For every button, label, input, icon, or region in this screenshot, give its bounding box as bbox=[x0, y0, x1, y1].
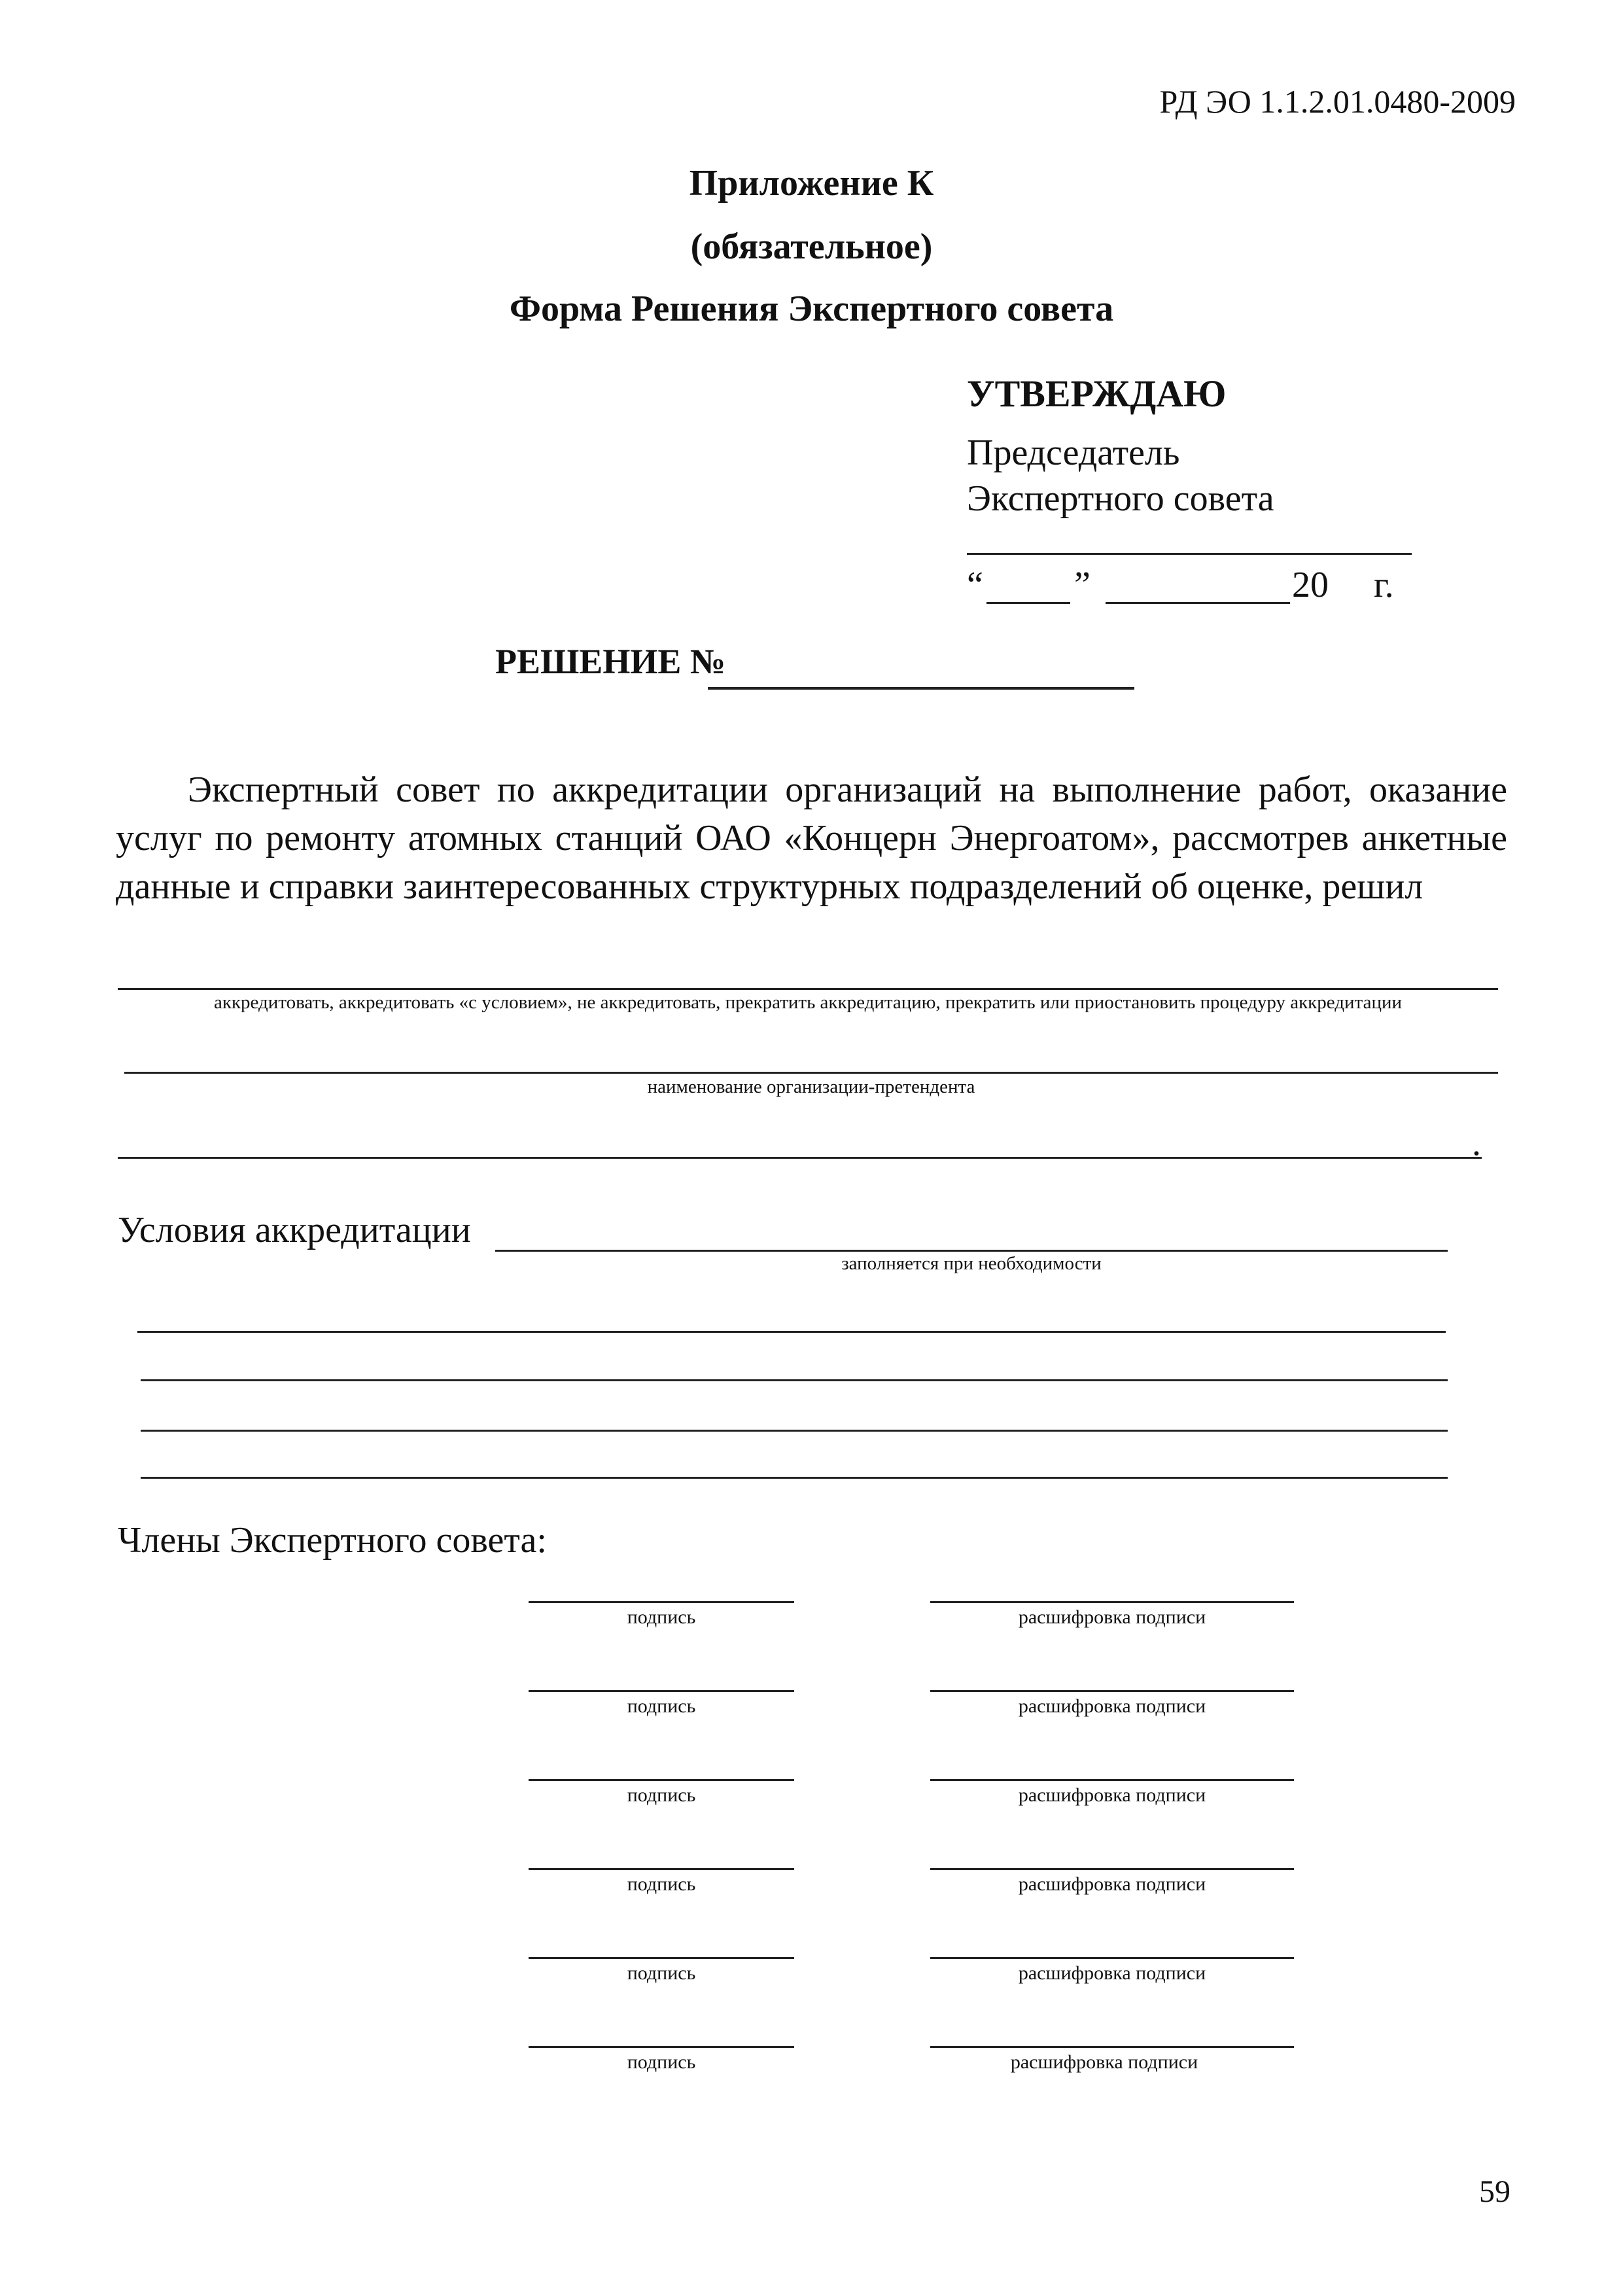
signature-line[interactable] bbox=[529, 1601, 794, 1603]
signature-caption: подпись bbox=[627, 1606, 696, 1628]
conditions-label: Условия аккредитации bbox=[118, 1210, 471, 1250]
body-paragraph: Экспертный совет по аккредитации организаций на выполнение работ, оказание услуг по ремонту атомных станций ОАО «Концерн Энергоатом», рассмотрев анкетные данные и справки заинтересованных структурных подразделений об оценке, решил bbox=[116, 769, 1507, 907]
signature-decode-caption: расшифровка подписи bbox=[1018, 1873, 1206, 1895]
conditions-line-1[interactable] bbox=[495, 1250, 1448, 1252]
signature-line[interactable] bbox=[529, 1779, 794, 1781]
signature-decode-line[interactable] bbox=[930, 1957, 1294, 1959]
signature-caption: подпись bbox=[627, 1784, 696, 1806]
line-end-period: . bbox=[1472, 1123, 1481, 1163]
decision-number-line[interactable] bbox=[708, 687, 1134, 690]
approval-heading: УТВЕРЖДАЮ bbox=[967, 372, 1227, 415]
date-quote-open: “ bbox=[967, 565, 983, 605]
page-number: 59 bbox=[1479, 2174, 1510, 2209]
org-name-line-1[interactable] bbox=[124, 1072, 1498, 1074]
decision-number-label: РЕШЕНИЕ № bbox=[495, 642, 726, 681]
signature-decode-line[interactable] bbox=[930, 2046, 1294, 2048]
date-month-line[interactable] bbox=[1106, 602, 1290, 604]
signature-caption: подпись bbox=[627, 1695, 696, 1717]
date-quote-close: ” bbox=[1074, 565, 1091, 605]
date-year-suffix: г. bbox=[1374, 565, 1394, 605]
signature-caption: подпись bbox=[627, 1873, 696, 1895]
signature-decode-caption: расшифровка подписи bbox=[1018, 1606, 1206, 1628]
signature-decode-caption: расшифровка подписи bbox=[1010, 2051, 1198, 2073]
signature-decode-line[interactable] bbox=[930, 1601, 1294, 1603]
date-year-prefix: 20 bbox=[1292, 565, 1329, 605]
approval-chairman-label: Председатель bbox=[967, 433, 1180, 473]
conditions-line-4[interactable] bbox=[141, 1430, 1448, 1432]
signature-line[interactable] bbox=[529, 1690, 794, 1692]
signature-line[interactable] bbox=[529, 2046, 794, 2048]
org-name-caption: наименование организации-претендента bbox=[647, 1076, 975, 1097]
signature-decode-line[interactable] bbox=[930, 1779, 1294, 1781]
org-name-line-2[interactable] bbox=[118, 1157, 1482, 1159]
signature-decode-caption: расшифровка подписи bbox=[1018, 1962, 1206, 1984]
signature-line[interactable] bbox=[529, 1957, 794, 1959]
signature-decode-line[interactable] bbox=[930, 1690, 1294, 1692]
conditions-line-5[interactable] bbox=[141, 1477, 1448, 1479]
signature-caption: подпись bbox=[627, 2051, 696, 2073]
members-label: Члены Экспертного совета: bbox=[118, 1520, 547, 1561]
date-day-line[interactable] bbox=[986, 602, 1070, 604]
signature-decode-line[interactable] bbox=[930, 1868, 1294, 1870]
conditions-caption: заполняется при необходимости bbox=[841, 1253, 1102, 1274]
decision-caption: аккредитовать, аккредитовать «с условием», не аккредитовать, прекратить аккредитацию, прекратить или приостановить процедуру аккредитации bbox=[214, 992, 1402, 1013]
appendix-status: (обязательное) bbox=[690, 226, 933, 267]
signature-line[interactable] bbox=[529, 1868, 794, 1870]
signature-caption: подпись bbox=[627, 1962, 696, 1984]
approval-council-label: Экспертного совета bbox=[967, 478, 1274, 519]
form-title: Форма Решения Экспертного совета bbox=[509, 289, 1114, 329]
document-code: РД ЭО 1.1.2.01.0480-2009 bbox=[1159, 83, 1516, 120]
conditions-line-2[interactable] bbox=[137, 1331, 1446, 1333]
conditions-line-3[interactable] bbox=[141, 1379, 1448, 1381]
decision-line[interactable] bbox=[118, 988, 1498, 990]
signature-decode-caption: расшифровка подписи bbox=[1018, 1695, 1206, 1717]
approval-signature-line[interactable] bbox=[967, 553, 1412, 555]
signature-decode-caption: расшифровка подписи bbox=[1018, 1784, 1206, 1806]
appendix-title: Приложение К bbox=[689, 163, 934, 203]
